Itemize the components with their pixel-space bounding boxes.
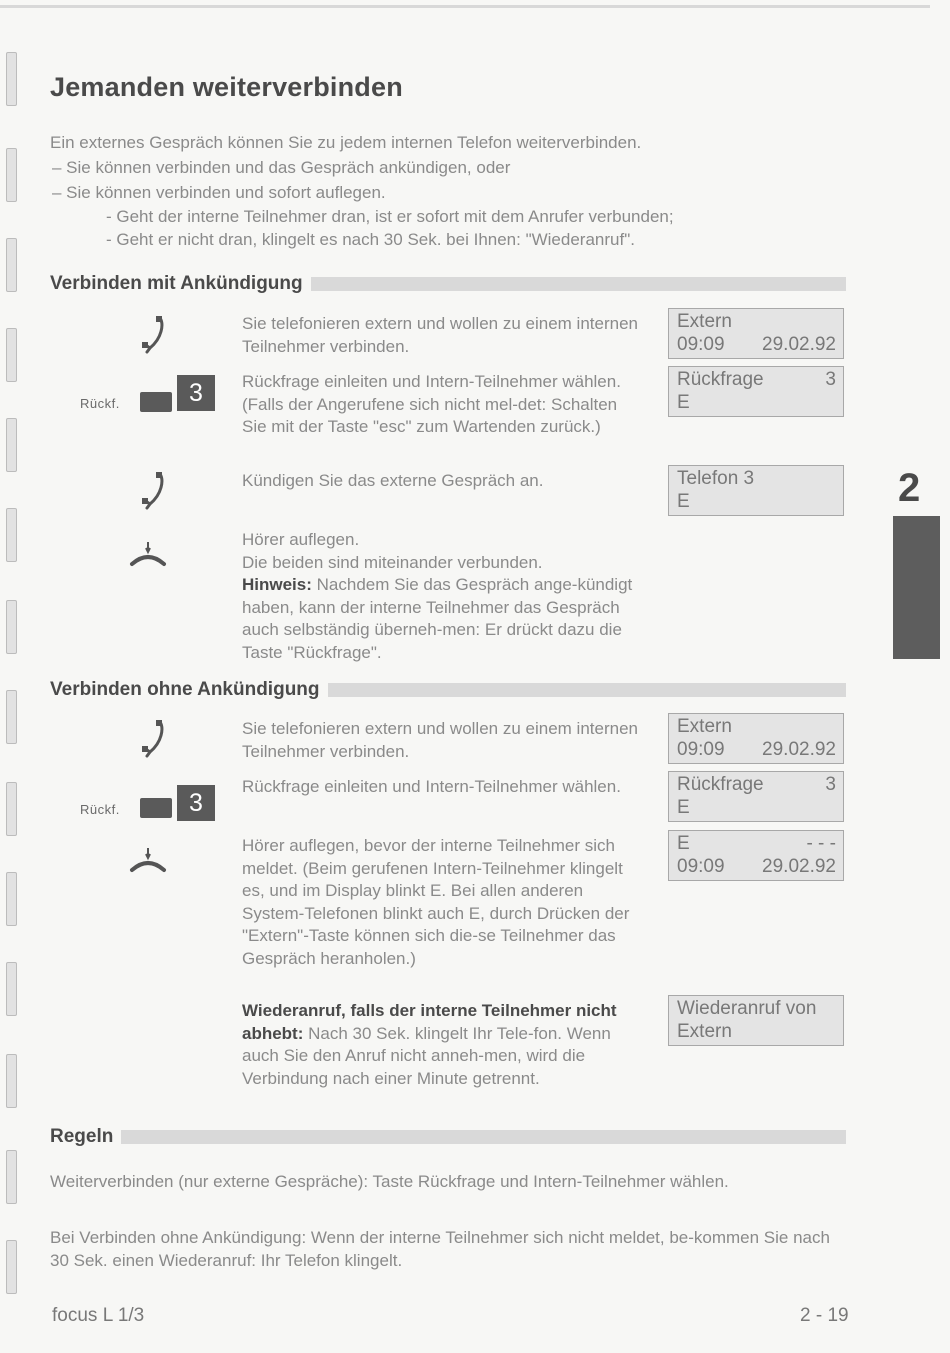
binding-mark bbox=[6, 962, 17, 1016]
rule-text: Weiterverbinden (nur externe Gespräche): Taste Rückfrage und Intern-Teilnehmer wählen. bbox=[50, 1172, 729, 1191]
intro-line: Ein externes Gespräch können Sie zu jedem internen Telefon weiterverbinden. bbox=[50, 133, 642, 152]
footer-page-number: 2 - 19 bbox=[800, 1305, 849, 1326]
rueckfrage-key-icon bbox=[140, 798, 172, 818]
display-line: Rückfrage bbox=[677, 774, 764, 795]
key-label: Rückf. bbox=[80, 802, 120, 817]
section-heading-rules bbox=[50, 1125, 846, 1149]
display-telefon bbox=[668, 465, 844, 516]
handset-icon bbox=[138, 314, 168, 362]
display-line: 3 bbox=[825, 369, 836, 390]
display-line: Extern bbox=[677, 311, 732, 332]
handset-icon bbox=[138, 718, 168, 766]
binding-mark bbox=[6, 782, 17, 836]
display-line: E bbox=[677, 797, 690, 818]
step-text: Sie telefonieren extern und wollen zu einem internen Teilnehmer verbinden. bbox=[242, 719, 638, 761]
note bbox=[242, 574, 642, 664]
binding-mark bbox=[6, 690, 17, 744]
binding-mark bbox=[6, 418, 17, 472]
page-title: Jemanden weiterverbinden bbox=[50, 72, 403, 102]
display-line: Extern bbox=[677, 716, 732, 737]
display-line: - - - bbox=[806, 833, 836, 854]
display-line: 3 bbox=[825, 774, 836, 795]
note-label: Hinweis: bbox=[242, 575, 312, 594]
intro-line: – Sie können verbinden und sofort auflegen. bbox=[52, 183, 386, 202]
step-text: Rückfrage einleiten und Intern-Teilnehmer wählen. (Falls der Angerufene sich nicht mel-det: Schalten Sie mit der Taste "esc" zum Wartenden zurück.) bbox=[242, 372, 621, 436]
display-line: Telefon 3 bbox=[677, 468, 755, 489]
display-rueckfrage bbox=[668, 771, 844, 822]
recall-body: Nach 30 Sek. klingelt Ihr Tele-fon. Wenn auch Sie den Anruf nicht anneh-men, wird die Verbindung nach einer Minute getrennt. bbox=[242, 1023, 611, 1088]
binding-mark bbox=[6, 1240, 17, 1294]
binding-mark bbox=[6, 238, 17, 292]
section-heading-without-announcement bbox=[50, 678, 846, 702]
hang-up-icon bbox=[128, 846, 168, 876]
step-text: Rückfrage einleiten und Intern-Teilnehmer wählen. bbox=[242, 777, 621, 796]
recall-text bbox=[242, 1000, 650, 1090]
display-date: 29.02.92 bbox=[762, 739, 836, 760]
display-line: E bbox=[677, 491, 690, 512]
binding-mark bbox=[6, 508, 17, 562]
display-time: 09:09 bbox=[677, 739, 725, 760]
digit-key-icon: 3 bbox=[177, 785, 215, 821]
display-time: 09:09 bbox=[677, 334, 725, 355]
recall-label: Wiederanruf, falls der interne Teilnehmer nicht abhebt: bbox=[242, 1001, 617, 1043]
section-heading-with-announcement bbox=[50, 272, 846, 296]
rueckfrage-key-icon bbox=[140, 392, 172, 412]
intro-line: - Geht er nicht dran, klingelt es nach 30 Sek. bei Ihnen: "Wiederanruf". bbox=[106, 230, 635, 249]
display-wiederanruf bbox=[668, 995, 844, 1046]
binding-mark bbox=[6, 1150, 17, 1204]
footer-product: focus L 1/3 bbox=[52, 1305, 145, 1326]
hang-up-icon bbox=[128, 540, 168, 570]
section-bar bbox=[121, 1130, 846, 1144]
display-line: Rückfrage bbox=[677, 369, 764, 390]
key-label: Rückf. bbox=[80, 396, 120, 411]
binding-mark bbox=[6, 872, 17, 926]
display-line: Extern bbox=[677, 1021, 732, 1042]
step-line: Hörer auflegen. bbox=[242, 530, 360, 549]
top-rule bbox=[0, 5, 930, 8]
display-date: 29.02.92 bbox=[762, 856, 836, 877]
handset-icon bbox=[138, 470, 168, 518]
section-bar bbox=[328, 683, 846, 697]
display-extern bbox=[668, 308, 844, 359]
binding-mark bbox=[6, 328, 17, 382]
binding-mark bbox=[6, 1054, 17, 1108]
step-text: Hörer auflegen, bevor der interne Teilnehmer sich meldet. (Beim gerufenen Intern-Teilnehmer klingelt es, und im Display blinkt E. Bei allen anderen System-Telefonen blinkt auch E, durch Drücken der "Extern"-Taste können sich die-se Teilnehmer das Gespräch heranholen.) bbox=[242, 836, 630, 968]
chapter-number: 2 bbox=[898, 466, 921, 510]
binding-mark bbox=[6, 148, 17, 202]
binding-mark bbox=[6, 52, 17, 106]
intro-text bbox=[50, 130, 674, 251]
display-blinking-e bbox=[668, 830, 844, 881]
rule-text: Bei Verbinden ohne Ankündigung: Wenn der interne Teilnehmer sich nicht meldet, be-kommen Sie nach 30 Sek. einen Wiederanruf: Ihr Telefon klingelt. bbox=[50, 1228, 830, 1270]
display-line: E bbox=[677, 833, 690, 854]
step-text bbox=[242, 529, 647, 664]
display-line: E bbox=[677, 392, 690, 413]
display-rueckfrage bbox=[668, 366, 844, 417]
step-line: Die beiden sind miteinander verbunden. bbox=[242, 552, 543, 572]
digit-key-icon: 3 bbox=[177, 375, 215, 411]
step-text: Sie telefonieren extern und wollen zu einem internen Teilnehmer verbinden. bbox=[242, 314, 638, 356]
display-date: 29.02.92 bbox=[762, 334, 836, 355]
display-time: 09:09 bbox=[677, 856, 725, 877]
display-extern bbox=[668, 713, 844, 764]
chapter-tab bbox=[893, 516, 940, 659]
section-bar bbox=[311, 277, 846, 291]
section-label: Verbinden ohne Ankündigung bbox=[50, 679, 320, 700]
note-text: Nachdem Sie das Gespräch ange-kündigt haben, kann der interne Teilnehmer das Gespräch auch selbständig überneh-men: Er drückt dazu die Taste "Rückfrage". bbox=[242, 575, 633, 662]
binding-mark bbox=[6, 600, 17, 654]
intro-line: - Geht der interne Teilnehmer dran, ist er sofort mit dem Anrufer verbunden; bbox=[106, 207, 674, 226]
section-label: Regeln bbox=[50, 1126, 114, 1147]
intro-line: – Sie können verbinden und das Gespräch ankündigen, oder bbox=[52, 158, 511, 177]
display-line: Wiederanruf von bbox=[677, 998, 817, 1019]
step-text: Kündigen Sie das externe Gespräch an. bbox=[242, 471, 544, 490]
section-label: Verbinden mit Ankündigung bbox=[50, 273, 303, 294]
